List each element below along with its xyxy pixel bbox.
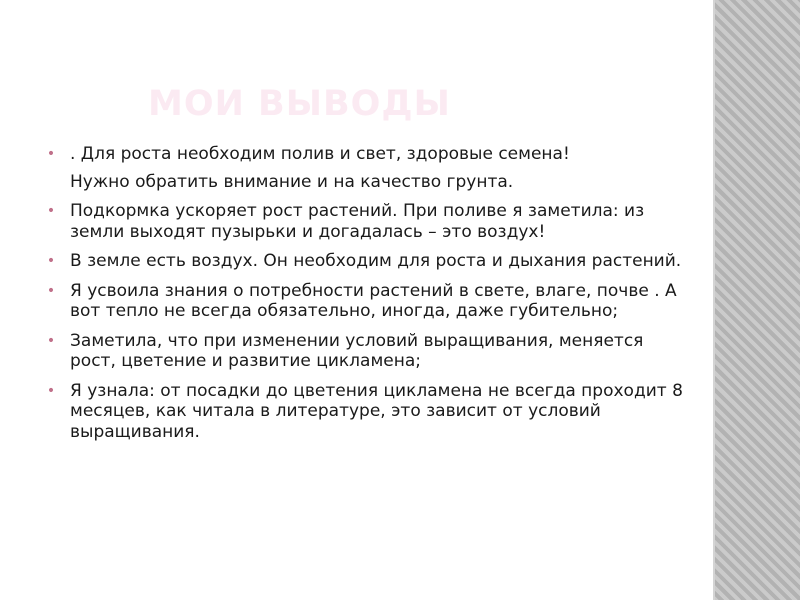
side-panel-edge <box>713 0 715 600</box>
bullet-icon: • <box>46 146 56 162</box>
list-item <box>44 281 684 322</box>
list-item-text: Подкормка ускоряет рост растений. При поливе я заметила: из земли выходят пузырьки и догадалась – это воздух! <box>70 201 645 242</box>
list-item-text: . Для роста необходим полив и свет, здоровые семена! <box>70 144 570 164</box>
bullet-icon: • <box>46 332 56 349</box>
bullet-icon: • <box>46 282 56 299</box>
list-item-text: Я усвоила знания о потребности растений в свете, влаге, почве . А вот тепло не всегда обязательно, иногда, даже губительно; <box>70 280 677 321</box>
bullet-icon: • <box>46 203 56 219</box>
bullet-icon: • <box>46 253 56 269</box>
list-item-text: Нужно обратить внимание и на качество грунта. <box>70 171 514 192</box>
list-item <box>44 251 684 272</box>
list-item <box>44 172 684 193</box>
decorative-side-panel <box>713 0 800 600</box>
list-item-text: Я узнала: от посадки до цветения цикламена не всегда проходит 8 месяцев, как читала в литературе, это зависит от условий выращивания. <box>70 380 683 442</box>
list-item <box>44 381 684 443</box>
list-item-text: Заметила, что при изменении условий выращивания, меняется рост, цветение и развитие цикламена; <box>70 330 644 371</box>
list-item <box>44 201 684 242</box>
conclusions-list <box>44 144 684 451</box>
list-item <box>44 144 684 165</box>
bullet-icon: • <box>46 382 56 399</box>
list-item-text: В земле есть воздух. Он необходим для роста и дыхания растений. <box>70 251 682 271</box>
slide-title: МОИ ВЫВОДЫ <box>148 84 451 124</box>
list-item <box>44 331 684 372</box>
